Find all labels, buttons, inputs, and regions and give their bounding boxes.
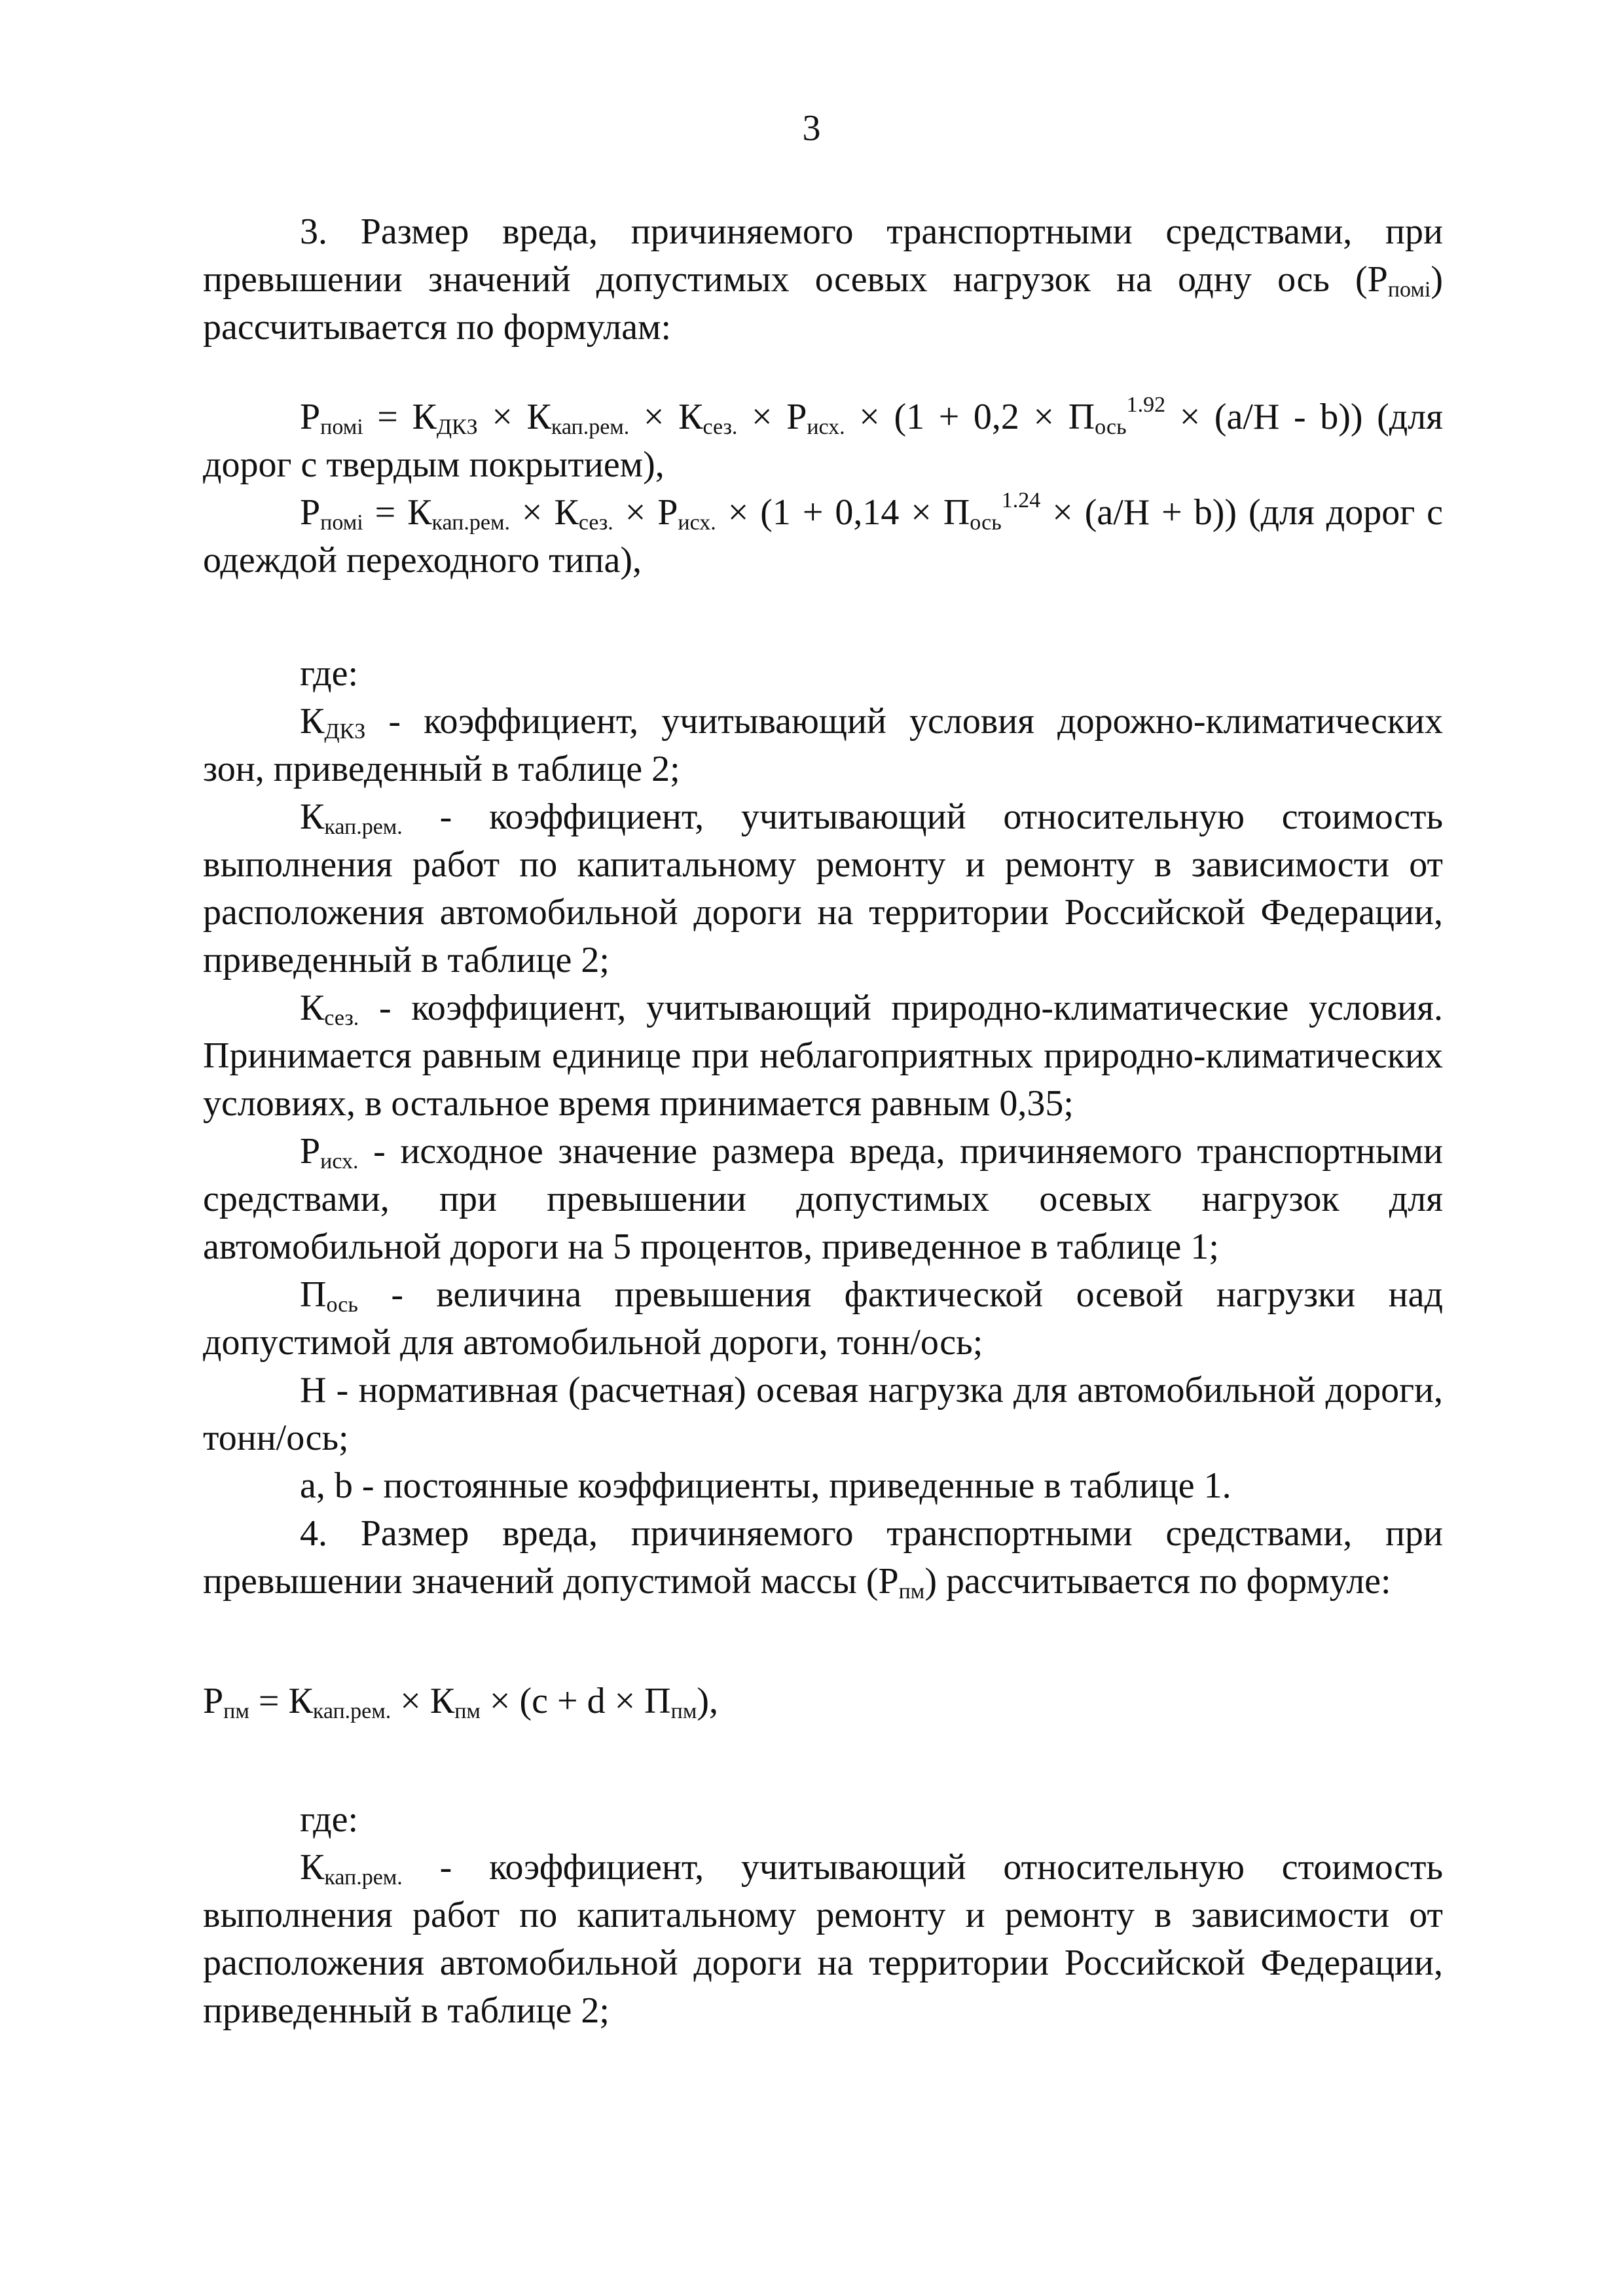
section-3-intro: 3. Размер вреда, причиняемого транспортными средствами, при превышении значений допустимых осевых нагрузок на одну ось $(P_{помі})$ рассчитывается по формулам: [203,211,1443,348]
where-label-2: где: [300,1799,359,1840]
def-ksez: $К_{сез.}$ - коэффициент, учитывающий природно-климатические условия. Принимается равным единице при неблагоприятных природно-климатических условиях, в остальное время принимается равным 0,35; [203,988,1443,1124]
def-ab: a, b - постоянные коэффициенты, приведенные в таблице 1. [300,1465,1231,1506]
def-h: Н - нормативная (расчетная) осевая нагрузка для автомобильной дороги, тонн/ось; [203,1370,1443,1458]
page-number: 3 [802,108,821,149]
def-pisx: $P_{исх.}$ - исходное значение размера вреда, причиняемого транспортными средствами, при превышении допустимых осевых нагрузок для автомобильной дороги на 5 процентов, приведенное в таблице 1; [203,1131,1443,1267]
where-label-1: где: [300,653,359,694]
def-kdkz: $К_{ДКЗ}$ - коэффициент, учитывающий условия дорожно-климатических зон, приведенный в таблице 2; [203,701,1443,789]
section-4-intro: 4. Размер вреда, причиняемого транспортными средствами, при превышении значений допустимой массы $(P_{пм})$ рассчитывается по формуле: [203,1513,1443,1604]
formula-2: $P_{помі} = К_{кап.рем.} \times К_{сез.} \times P_{исх.} \times (1 + 0,14 \times П_{ось}^{1.24} \times (a/H + b))$ (для дорог с одеждой переходного типа), [203,488,1444,581]
def-kkap-2: $К_{кап.рем.}$ - коэффициент, учитывающий относительную стоимость выполнения работ по капитальному ремонту и ремонту в зависимости от расположения автомобильной дороги на территории Российской Федерации, приведенный в таблице 2; [203,1847,1443,2031]
formula-3: $P_{пм} = К_{кап.рем.} \times К_{пм} \times (c + d \times П_{пм})$, [203,1681,718,1723]
formula-1: $P_{помі} = К_{ДКЗ} \times К_{кап.рем.} \times К_{сез.} \times P_{исх.} \times (1 + 0,2 \times П_{ось}^{1.92} \times (a/H - b))$ (для дорог с твердым покрытием), [203,393,1443,485]
document-body [203,208,1443,2035]
def-kkap: $К_{кап.рем.}$ - коэффициент, учитывающий относительную стоимость выполнения работ по капитальному ремонту и ремонту в зависимости от расположения автомобильной дороги на территории Российской Федерации, приведенный в таблице 2; [203,797,1443,980]
def-pos: $П_{ось}$ - величина превышения фактической осевой нагрузки над допустимой для автомобильной дороги, тонн/ось; [203,1274,1443,1363]
